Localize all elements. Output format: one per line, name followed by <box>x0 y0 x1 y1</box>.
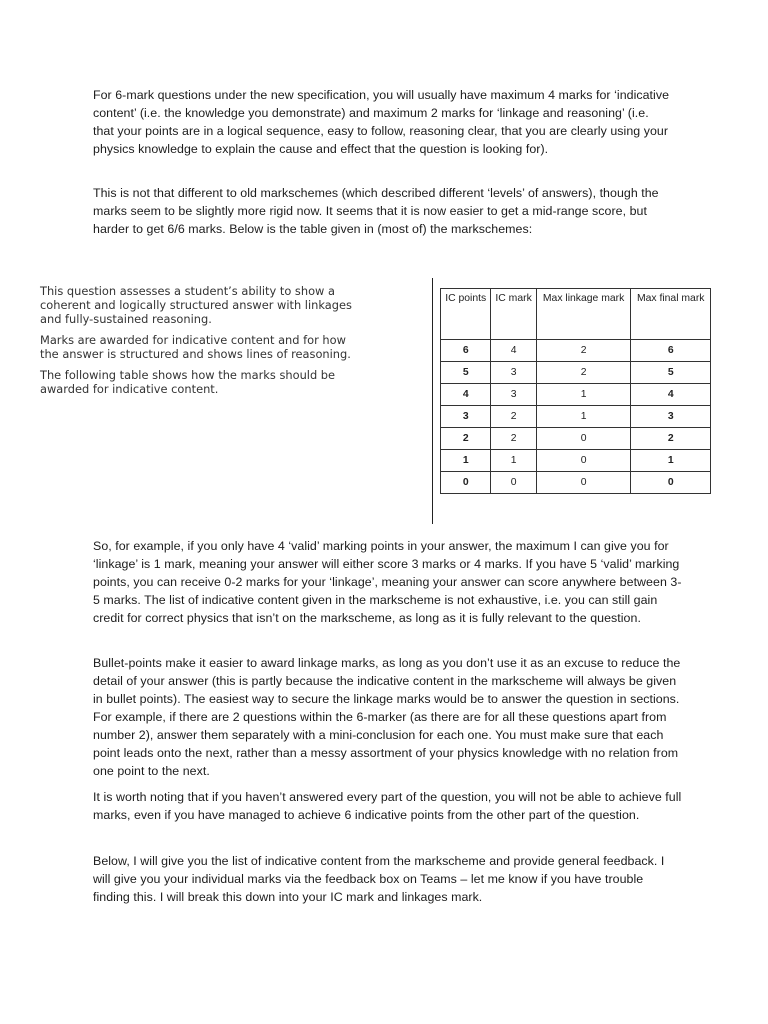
cell-final: 5 <box>631 362 711 384</box>
cell-ic-mark: 0 <box>491 472 536 494</box>
cell-ic-points: 3 <box>441 406 491 428</box>
cell-ic-points: 6 <box>441 340 491 362</box>
intro-paragraph: For 6-mark questions under the new specification, you will usually have maximum 4 marks for ‘indicative content’ (i.e. the knowledge you demonstrate) and maximum 2 marks for ‘linkage and reasoning’ (i.e. that your points are in a logical sequence, easy to follow, reasoning clear, that you are clearly using your physics knowledge to explain the cause and effect that the question is looking for). <box>93 88 670 156</box>
cell-linkage: 1 <box>536 406 631 428</box>
table-row <box>441 428 711 450</box>
cell-final: 0 <box>631 472 711 494</box>
markscheme-excerpt <box>40 284 360 403</box>
cell-ic-points: 2 <box>441 428 491 450</box>
table-row <box>441 362 711 384</box>
header-ic-mark: IC mark <box>491 289 536 340</box>
divider-line <box>432 278 433 524</box>
example-paragraph: So, for example, if you only have 4 ‘valid’ marking points in your answer, the maximum I can give you for ‘linkage’ is 1 mark, meaning your answer will either score 3 marks or 4 marks. If you have 5 ‘valid’ marking points, you can receive 0-2 marks for your ‘linkage’, meaning your answer can score anywhere between 3-5 marks. The list of indicative content given in the markscheme is not exhaustive, i.e. you can still gain credit for correct physics that isn’t on the markscheme, as long as it is fully relevant to the question. <box>93 539 682 625</box>
comparison-paragraph: This is not that different to old markschemes (which described different ‘levels’ of answers), though the marks seem to be slightly more rigid now. It seems that it is now easier to get a mid-range score, but harder to get 6/6 marks. Below is the table given in (most of) the markschemes: <box>93 186 659 236</box>
table-row <box>441 384 711 406</box>
cell-ic-mark: 3 <box>491 384 536 406</box>
excerpt-line: The following table shows how the marks should be awarded for indicative content. <box>40 368 336 396</box>
feedback-paragraph: Below, I will give you the list of indicative content from the markscheme and provide general feedback. I will give you your individual marks via the feedback box on Teams – let me know if you have trouble finding this. I will break this down into your IC mark and linkages mark. <box>93 854 665 904</box>
cell-ic-mark: 3 <box>491 362 536 384</box>
table-row <box>441 406 711 428</box>
table-row <box>441 450 711 472</box>
cell-ic-mark: 4 <box>491 340 536 362</box>
marks-table <box>440 288 711 494</box>
cell-final: 6 <box>631 340 711 362</box>
excerpt-line: Marks are awarded for indicative content and for how the answer is structured and shows lines of reasoning. <box>40 333 351 361</box>
table-header-row <box>441 289 711 340</box>
table-row <box>441 340 711 362</box>
cell-final: 1 <box>631 450 711 472</box>
cell-linkage: 2 <box>536 362 631 384</box>
header-max-linkage: Max linkage mark <box>536 289 631 340</box>
cell-linkage: 2 <box>536 340 631 362</box>
cell-final: 2 <box>631 428 711 450</box>
bullet-points-paragraph: Bullet-points make it easier to award linkage marks, as long as you don’t use it as an excuse to reduce the detail of your answer (this is partly because the indicative content in the markscheme will always be given in bullet points). The easiest way to secure the linkage marks would be to answer the question in sections. For example, if there are 2 questions within the 6-marker (as there are for all these questions apart from number 2), answer them separately with a mini-conclusion for each one. You must make sure that each point leads onto the next, rather than a messy assortment of your physics knowledge with no relation from one point to the next. <box>93 656 681 778</box>
table-row <box>441 472 711 494</box>
cell-ic-mark: 2 <box>491 406 536 428</box>
cell-final: 4 <box>631 384 711 406</box>
cell-linkage: 0 <box>536 428 631 450</box>
cell-final: 3 <box>631 406 711 428</box>
excerpt-line: This question assesses a student’s ability to show a coherent and logically structured answer with linkages and fully-sustained reasoning. <box>40 284 352 326</box>
cell-linkage: 0 <box>536 472 631 494</box>
cell-ic-mark: 1 <box>491 450 536 472</box>
header-max-final: Max final mark <box>631 289 711 340</box>
cell-ic-points: 5 <box>441 362 491 384</box>
cell-linkage: 1 <box>536 384 631 406</box>
full-marks-paragraph: It is worth noting that if you haven’t answered every part of the question, you will not be able to achieve full marks, even if you have managed to achieve 6 indicative points from the other part of the question. <box>93 790 682 822</box>
header-ic-points: IC points <box>441 289 491 340</box>
cell-ic-mark: 2 <box>491 428 536 450</box>
cell-ic-points: 4 <box>441 384 491 406</box>
cell-linkage: 0 <box>536 450 631 472</box>
cell-ic-points: 0 <box>441 472 491 494</box>
cell-ic-points: 1 <box>441 450 491 472</box>
